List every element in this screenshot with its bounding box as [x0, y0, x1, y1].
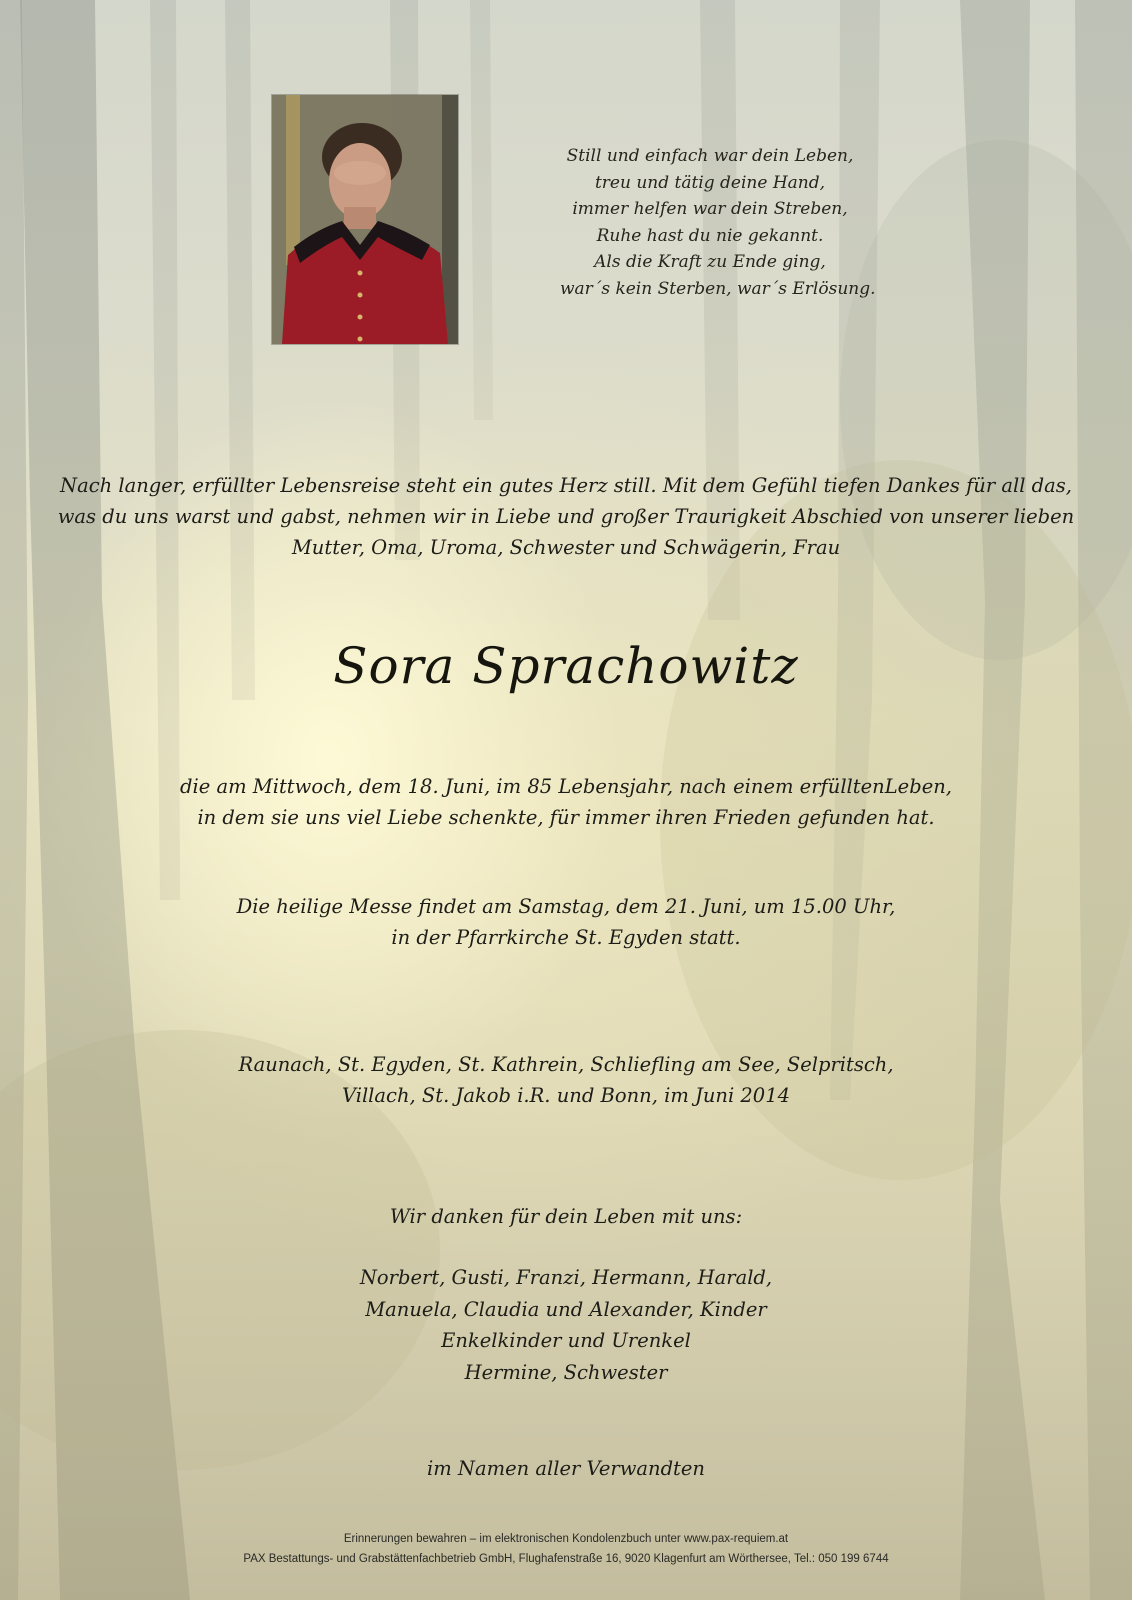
mass-line: in der Pfarrkirche St. Egyden statt. [391, 926, 741, 949]
intro-line: Nach langer, erfüllter Lebensreise steht ein gutes Herz still. Mit dem Gefühl tiefen Dankes für all das, [60, 474, 1072, 497]
mourner-line: Hermine, Schwester [464, 1360, 668, 1384]
poem-line: Ruhe hast du nie gekannt. [596, 225, 824, 246]
poem-line: Still und einfach war dein Leben, [566, 146, 854, 166]
mass-line: Die heilige Messe findet am Samstag, dem 21. Juni, um 15.00 Uhr, [236, 895, 896, 918]
passing-line: die am Mittwoch, dem 18. Juni, im 85 Lebensjahr, nach einem erfülltenLeben, [179, 775, 952, 798]
footer-company-line: PAX Bestattungs- und Grabstättenfachbetrieb GmbH, Flughafenstraße 16, 9020 Klagenfurt am Wörthersee, Tel.: 050 199 6744 [243, 1553, 889, 1565]
footer-condolence-line: Erinnerungen bewahren – im elektronischen Kondolenzbuch unter www.pax-requiem.at [343, 1533, 789, 1545]
places-line: Raunach, St. Egyden, St. Kathrein, Schliefling am See, Selpritsch, [238, 1053, 894, 1076]
thanks-line: Wir danken für dein Leben mit uns: [389, 1205, 743, 1228]
passing-line: in dem sie uns viel Liebe schenkte, für immer ihren Frieden gefunden hat. [197, 806, 935, 829]
mourner-line: Manuela, Claudia und Alexander, Kinder [365, 1297, 767, 1321]
mourner-line: Enkelkinder und Urenkel [441, 1329, 691, 1352]
portrait-photo [272, 95, 458, 344]
footer [0, 1529, 1132, 1569]
mourner-line: Norbert, Gusti, Franzi, Hermann, Harald, [359, 1266, 773, 1289]
intro-line: was du uns warst und gabst, nehmen wir in Liebe und großer Traurigkeit Abschied von unserer lieben [57, 505, 1075, 528]
memorial-poem [560, 143, 876, 302]
intro-paragraph [0, 470, 1132, 563]
passing-paragraph [0, 771, 1132, 833]
poem-line: war´s kein Sterben, war´s Erlösung. [560, 278, 876, 299]
mass-paragraph [0, 891, 1132, 953]
deceased-name: Sora Sprachowitz [333, 637, 799, 695]
places-paragraph [0, 1049, 1132, 1111]
intro-line: Mutter, Oma, Uroma, Schwester und Schwägerin, Frau [291, 536, 841, 559]
closing-line: im Namen aller Verwandten [426, 1457, 705, 1480]
mourners-list [0, 1262, 1132, 1388]
poem-line: immer helfen war dein Streben, [572, 199, 848, 219]
poem-line: treu und tätig deine Hand, [594, 172, 826, 193]
places-line: Villach, St. Jakob i.R. und Bonn, im Juni 2014 [341, 1084, 791, 1107]
poem-line: Als die Kraft zu Ende ging, [594, 252, 826, 272]
